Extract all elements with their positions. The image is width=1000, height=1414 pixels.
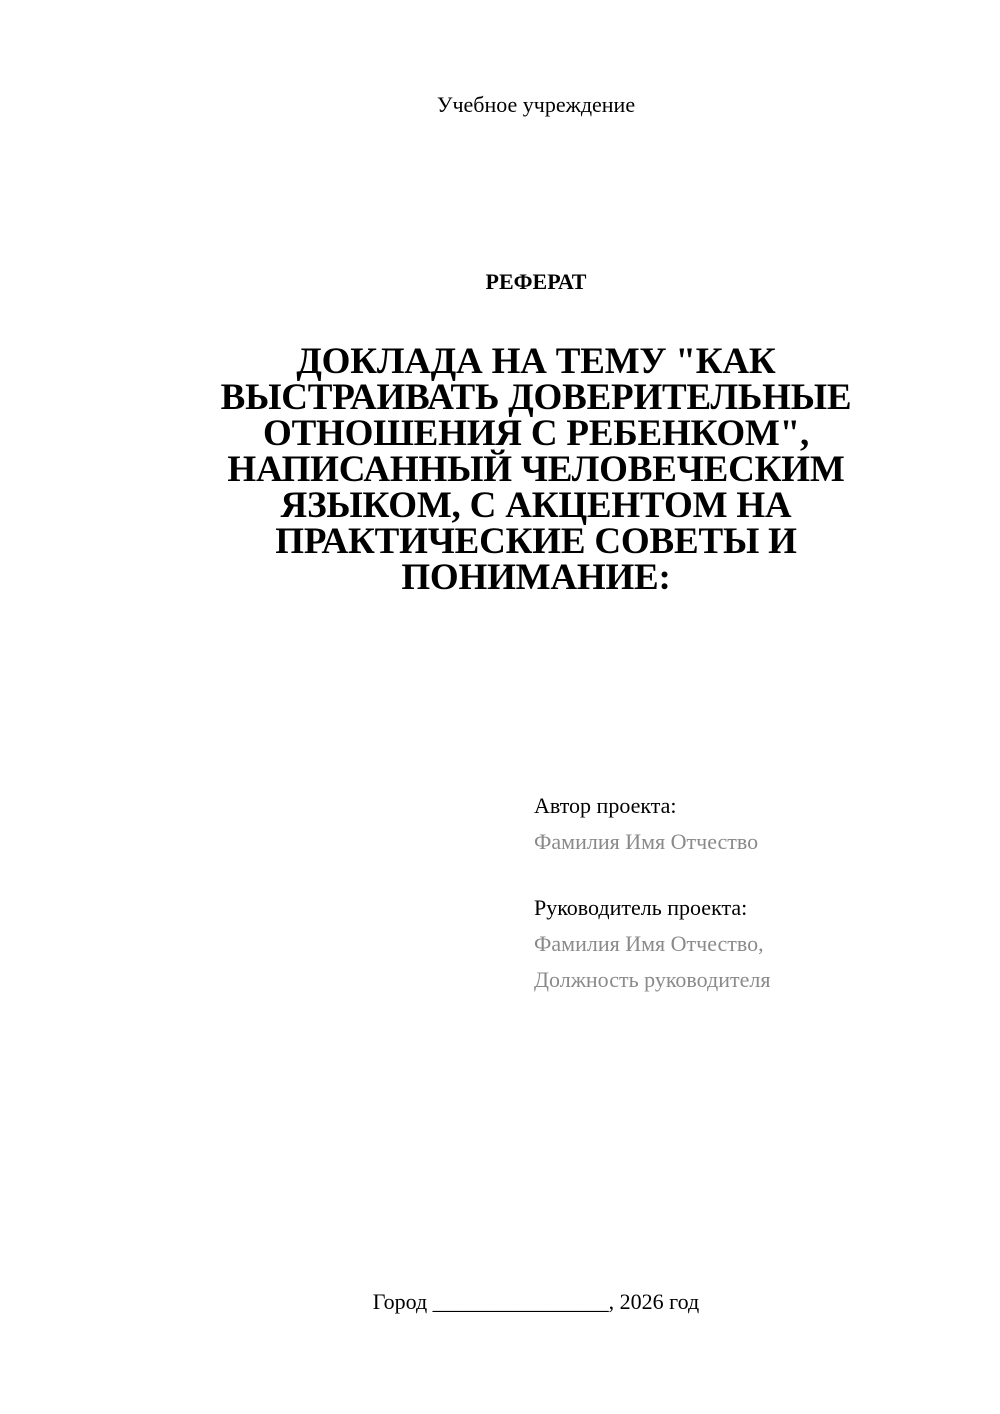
credits-block bbox=[534, 788, 954, 998]
title-line: ПРАКТИЧЕСКИЕ СОВЕТЫ И bbox=[275, 521, 797, 562]
report-title bbox=[190, 341, 882, 598]
title-line: НАПИСАННЫЙ ЧЕЛОВЕЧЕСКИМ bbox=[227, 449, 845, 490]
title-line: ПОНИМАНИЕ: bbox=[401, 557, 671, 598]
author-label: Автор проекта: bbox=[534, 793, 677, 818]
title-line: ВЫСТРАИВАТЬ ДОВЕРИТЕЛЬНЫЕ bbox=[220, 377, 852, 418]
supervisor-name: Фамилия Имя Отчество, bbox=[534, 931, 764, 956]
city-year-line: Город ________________, 2026 год bbox=[372, 1289, 700, 1314]
title-line: ЯЗЫКОМ, С АКЦЕНТОМ НА bbox=[280, 485, 792, 526]
spacer bbox=[534, 860, 954, 890]
author-name: Фамилия Имя Отчество bbox=[534, 829, 759, 854]
title-line: ОТНОШЕНИЯ С РЕБЕНКОМ", bbox=[262, 413, 810, 454]
institution-name: Учебное учреждение bbox=[436, 92, 636, 117]
document-type: РЕФЕРАТ bbox=[485, 269, 587, 294]
supervisor-label: Руководитель проекта: bbox=[534, 895, 748, 920]
supervisor-position: Должность руководителя bbox=[534, 967, 771, 992]
title-line: ДОКЛАДА НА ТЕМУ "КАК bbox=[296, 341, 776, 382]
